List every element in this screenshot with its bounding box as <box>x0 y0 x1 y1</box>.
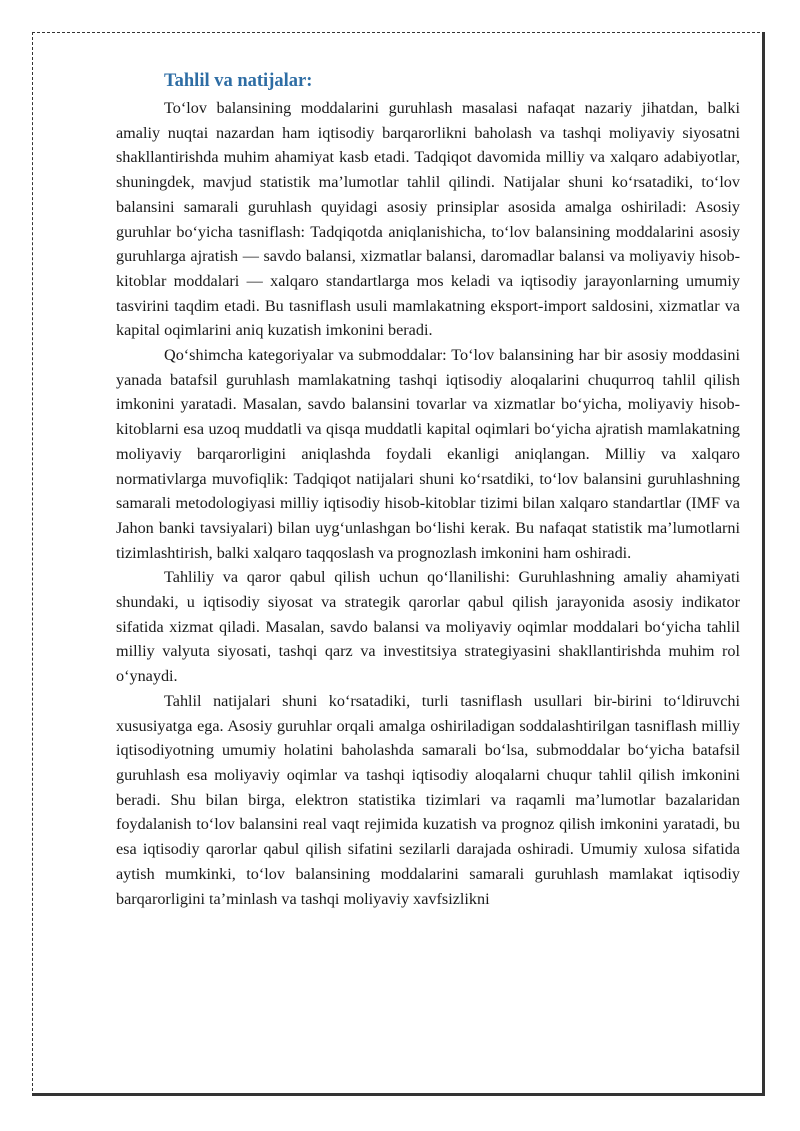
section-heading: Tahlil va natijalar: <box>164 71 313 91</box>
paragraph-3: Tahliliy va qaror qabul qilish uchun qo‘llanilishi: Guruhlashning amaliy ahamiyati shundaki, u iqtisodiy siyosat va strategik qarorlar qabul qilish jarayonida asosiy indikator sifatida xizmat qiladi. Masalan, savdo balansi va moliyaviy oqimlar moddalari bo‘yicha tahlil milliy valyuta siyosati, tashqi qarz va investitsiya strategiyasini shakllantirishda muhim rol o‘ynaydi. <box>116 568 740 686</box>
paragraph-4: Tahlil natijalari shuni ko‘rsatadiki, turli tasniflash usullari bir-birini to‘ldiruvchi xususiyatga ega. Asosiy guruhlar orqali amalga oshiriladigan soddalashtirilgan tasniflash milliy iqtisodiyotning umumiy holatini baholashda samarali bo‘lsa, submoddalar bo‘yicha batafsil guruhlash esa moliyaviy oqimlar va tashqi iqtisodiy aloqalarni chuqur tahlil qilish imkonini beradi. Shu bilan birga, elektron statistika tizimlari va raqamli ma’lumotlar bazalaridan foydalanish to‘lov balansini real vaqt rejimida kuzatish va prognoz qilish imkonini yaratadi, bu esa iqtisodiy qarorlar qabul qilish sifatini sezilarli darajada oshiradi. Umumiy xulosa sifatida aytish mumkinki, to‘lov balansining moddalarini samarali guruhlash mamlakat iqtisodiy barqarorligini ta’minlash va tashqi moliyaviy xavfsizlikni <box>116 691 740 908</box>
paragraph-2: Qo‘shimcha kategoriyalar va submoddalar: To‘lov balansining har bir asosiy moddasini yanada batafsil guruhlash mamlakatning tashqi iqtisodiy aloqalarini chuqurroq tahlil qilish imkonini yaratadi. Masalan, savdo balansini tovarlar va xizmatlar bo‘yicha, moliyaviy hisob-kitoblarni esa uzoq muddatli va qisqa muddatli kapital oqimlari bo‘yicha ajratish mamlakatning moliyaviy barqarorligini aniqlashda foydali ekanligi aniqlangan. Milliy va xalqaro normativlarga muvofiqlik: Tadqiqot natijalari shuni ko‘rsatdiki, to‘lov balansini guruhlashning samarali metodologiyasi milliy iqtisodiy hisob-kitoblar tizimi bilan xalqaro standartlar (IMF va Jahon banki tavsiyalari) bilan uyg‘unlashgan bo‘lishi kerak. Bu nafaqat statistik ma’lumotlarni tizimlashtirish, balki xalqaro taqqoslash va prognozlash imkonini ham oshiradi. <box>116 346 740 562</box>
paragraph-1: To‘lov balansining moddalarini guruhlash masalasi nafaqat nazariy jihatdan, balki amaliy nuqtai nazardan ham iqtisodiy barqarorlikni baholash va tashqi moliyaviy siyosatni shakllantirishda muhim ahamiyat kasb etadi. Tadqiqot davomida milliy va xalqaro adabiyotlar, shuningdek, mavjud statistik ma’lumotlar tahlil qilindi. Natijalar shuni ko‘rsatadiki, to‘lov balansini samarali guruhlash quyidagi asosiy prinsiplar asosida amalga oshiriladi: Asosiy guruhlar bo‘yicha tasniflash: Tadqiqotda aniqlanishicha, to‘lov balansining moddalarini asosiy guruhlarga ajratish — savdo balansi, xizmatlar balansi, daromadlar balansi va moliyaviy hisob-kitoblar moddalari — xalqaro standartlarga mos keladi va iqtisodiy jarayonlarning umumiy tasvirini taqdim etadi. Bu tasniflash usuli mamlakatning eksport-import saldosini, xizmatlar va kapital oqimlarini aniq kuzatish imkonini beradi. <box>116 99 740 340</box>
document-body <box>116 68 740 911</box>
